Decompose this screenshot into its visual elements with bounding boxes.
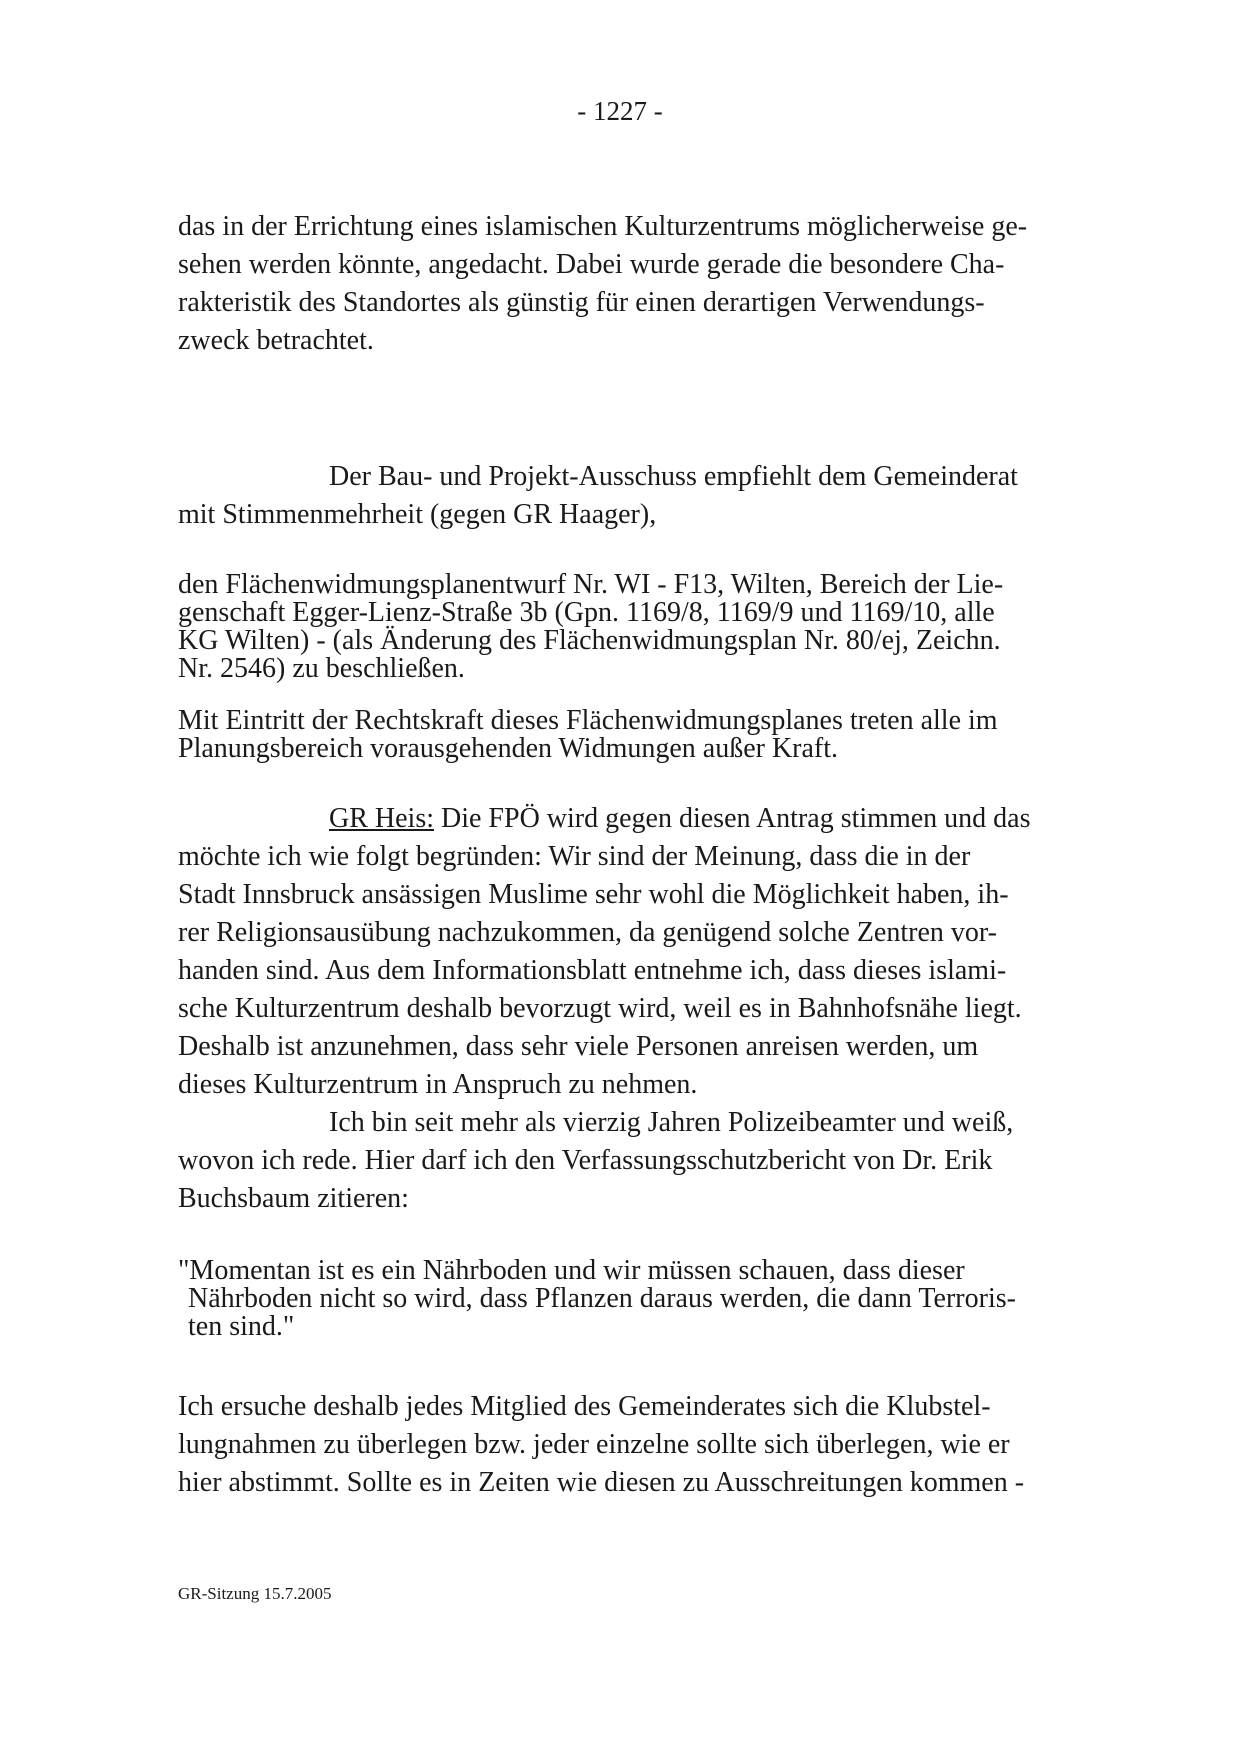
body-line: das in der Errichtung eines islamischen Kulturzentrums möglicherweise ge- [178, 211, 1028, 242]
body-line: zweck betrachtet. [178, 325, 374, 356]
speech-text: Die FPÖ wird gegen diesen Antrag stimmen und das [434, 803, 1031, 834]
speech-line: lungnahmen zu überlegen bzw. jeder einzelne sollte sich überlegen, wie er [178, 1429, 1010, 1460]
effect-line: Mit Eintritt der Rechtskraft dieses Flächenwidmungsplanes treten alle im [178, 705, 998, 736]
footer-text: GR-Sitzung 15.7.2005 [178, 1584, 332, 1603]
speaker-name: GR Heis: [329, 803, 434, 834]
resolution-line: Nr. 2546) zu beschließen. [178, 653, 465, 684]
body-line: sehen werden könnte, angedacht. Dabei wurde gerade die besondere Cha- [178, 249, 1005, 280]
effect-line: Planungsbereich vorausgehenden Widmungen außer Kraft. [178, 733, 839, 764]
speech-line: Deshalb ist anzunehmen, dass sehr viele Personen anreisen werden, um [178, 1031, 979, 1062]
speech-line: hier abstimmt. Sollte es in Zeiten wie diesen zu Ausschreitungen kommen - [178, 1467, 1025, 1498]
speech-line: dieses Kulturzentrum in Anspruch zu nehmen. [178, 1069, 698, 1100]
resolution-line: KG Wilten) - (als Änderung des Flächenwidmungsplan Nr. 80/ej, Zeichn. [178, 625, 1001, 656]
body-line: rakteristik des Standortes als günstig für einen derartigen Verwendungs- [178, 287, 985, 318]
speech-line: Stadt Innsbruck ansässigen Muslime sehr wohl die Möglichkeit haben, ih- [178, 879, 1009, 910]
speech-line: möchte ich wie folgt begründen: Wir sind der Meinung, dass die in der [178, 841, 971, 872]
speech-first-line [329, 802, 1030, 836]
recommendation-line: Der Bau- und Projekt-Ausschuss empfiehlt dem Gemeinderat [329, 461, 1018, 492]
page-number: - 1227 - [577, 96, 663, 126]
quote-line: "Momentan ist es ein Nährboden und wir müssen schauen, dass dieser [178, 1255, 965, 1286]
quote-line: ten sind." [188, 1311, 295, 1342]
speech-line: handen sind. Aus dem Informationsblatt entnehme ich, dass dieses islami- [178, 955, 1007, 986]
speech-line: rer Religionsausübung nachzukommen, da genügend solche Zentren vor- [178, 917, 997, 948]
speech-line: wovon ich rede. Hier darf ich den Verfassungsschutzbericht von Dr. Erik [178, 1145, 993, 1176]
speech-line: sche Kulturzentrum deshalb bevorzugt wird, weil es in Bahnhofsnähe liegt. [178, 993, 1022, 1024]
speech-line: Ich ersuche deshalb jedes Mitglied des Gemeinderates sich die Klubstel- [178, 1391, 991, 1422]
resolution-line: den Flächenwidmungsplanentwurf Nr. WI - F13, Wilten, Bereich der Lie- [178, 569, 1004, 600]
quote-line: Nährboden nicht so wird, dass Pflanzen daraus werden, die dann Terroris- [188, 1283, 1016, 1314]
recommendation-line: mit Stimmenmehrheit (gegen GR Haager), [178, 499, 657, 530]
resolution-line: genschaft Egger-Lienz-Straße 3b (Gpn. 1169/8, 1169/9 und 1169/10, alle [178, 597, 995, 628]
speech-line: Ich bin seit mehr als vierzig Jahren Polizeibeamter und weiß, [329, 1107, 1014, 1138]
speech-line: Buchsbaum zitieren: [178, 1183, 409, 1214]
